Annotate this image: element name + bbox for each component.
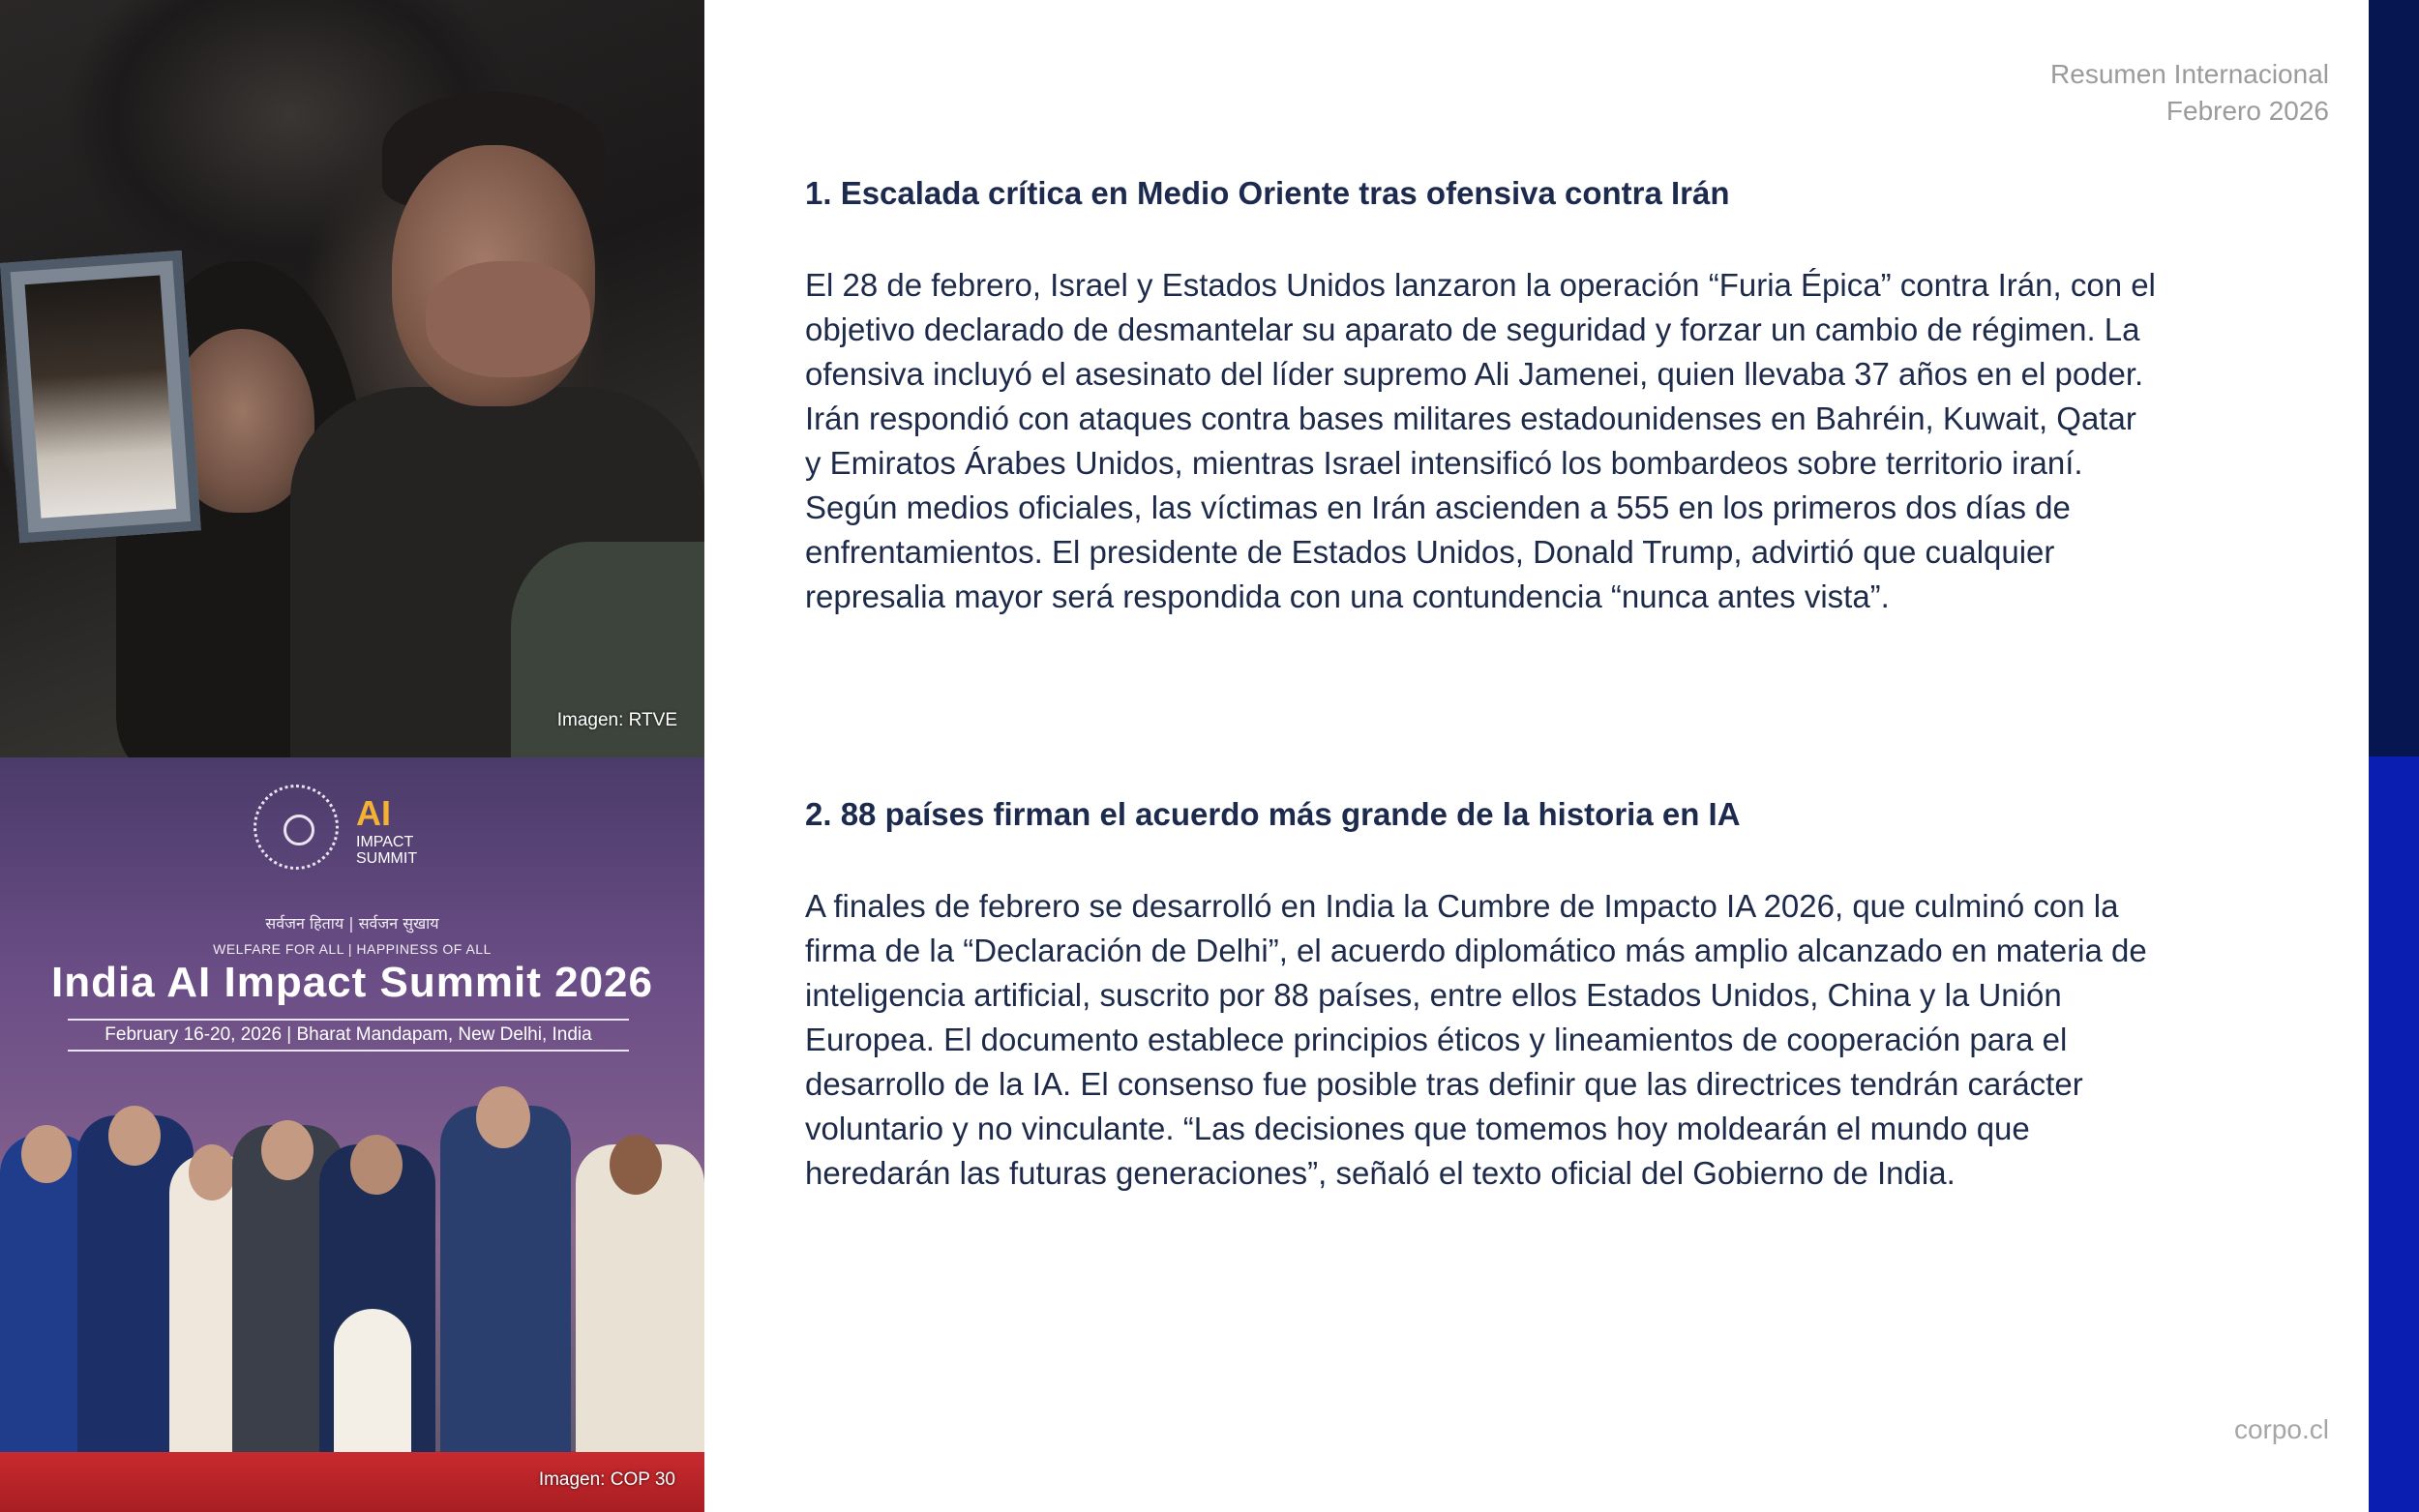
- article-middle-east: [805, 172, 2160, 619]
- article-ai-summit: [805, 793, 2160, 1196]
- leader-head: [476, 1086, 530, 1148]
- summit-logo-ai: AI: [356, 793, 391, 833]
- image-credit-top: Imagen: RTVE: [556, 710, 677, 730]
- summit-photo: [0, 757, 704, 1512]
- leader-head: [610, 1135, 662, 1195]
- summit-logo-icon: [254, 785, 339, 870]
- accent-bar-bottom: [2369, 756, 2419, 1512]
- mourners-photo: [0, 0, 704, 757]
- leader-head: [108, 1106, 161, 1166]
- leader-head: [21, 1125, 72, 1183]
- accent-bar-top: [2369, 0, 2419, 756]
- portrait-image: [25, 276, 177, 519]
- article-title: 1. Escalada crítica en Medio Oriente tras ofensiva contra Irán: [805, 175, 1730, 211]
- article-body: El 28 de febrero, Israel y Estados Unidos lanzaron la operación “Furia Épica” contra Irán, con el objetivo declarado de desmantelar su aparato de seguridad y forzar un cambio de régimen. La ofensiva incluyó el asesinato del líder supremo Ali Jamenei, quien llevaba 37 años en el poder. Irán respondió con ataques contra bases militares estadounidenses en Bahréin, Kuwait, Qatar y Emiratos Árabes Unidos, mientras Israel intensificó los bombardeos sobre territorio iraní. Según medios oficiales, las víctimas en Irán ascienden a 555 en los primeros dos días de enfrentamientos. El presidente de Estados Unidos, Donald Trump, advirtió que cualquier represalia mayor será respondida con una contundencia “nunca antes vista”.: [805, 267, 2156, 614]
- leader-garment: [334, 1309, 411, 1454]
- report-title: Resumen Internacional: [2050, 59, 2329, 89]
- leaders-group: [0, 1028, 704, 1454]
- summit-motto-hindi: सर्वजन हिताय | सर्वजन सुखाय: [265, 914, 439, 933]
- article-body: A finales de febrero se desarrolló en India la Cumbre de Impacto IA 2026, que culminó con la firma de la “Declaración de Delhi”, el acuerdo diplomático más amplio alcanzado en materia de inteligencia artificial, suscrito por 88 países, entre ellos Estados Unidos, China y la Unión Europea. El documento establece principios éticos y lineamientos de cooperación para el desarrollo de la IA. El consenso fue posible tras definir que las directrices tendrán carácter voluntario y no vinculante. “Las decisiones que tomemos hoy moldearán el mundo que heredarán las futuras generaciones”, señaló el texto oficial del Gobierno de India.: [805, 888, 2147, 1191]
- article-title: 2. 88 países firman el acuerdo más grande de la historia en IA: [805, 796, 1741, 832]
- leader-head: [350, 1135, 403, 1195]
- summit-motto: WELFARE FOR ALL | HAPPINESS OF ALL: [213, 941, 492, 957]
- leader-head: [189, 1144, 235, 1201]
- summit-logo-sub: IMPACT SUMMIT: [356, 834, 418, 867]
- leader-figure: [440, 1106, 571, 1454]
- report-date: Febrero 2026: [2165, 96, 2329, 126]
- photo-hand-man: [426, 261, 590, 377]
- summit-banner-dates: February 16-20, 2026 | Bharat Mandapam, New Delhi, India: [68, 1019, 629, 1052]
- portrait-frame: [0, 251, 201, 543]
- leader-head: [261, 1120, 314, 1180]
- image-credit-bottom: Imagen: COP 30: [538, 1469, 675, 1490]
- summit-banner-title: India AI Impact Summit 2026: [51, 959, 653, 1006]
- footer-site: corpo.cl: [2233, 1414, 2329, 1444]
- page-header: [2050, 56, 2329, 130]
